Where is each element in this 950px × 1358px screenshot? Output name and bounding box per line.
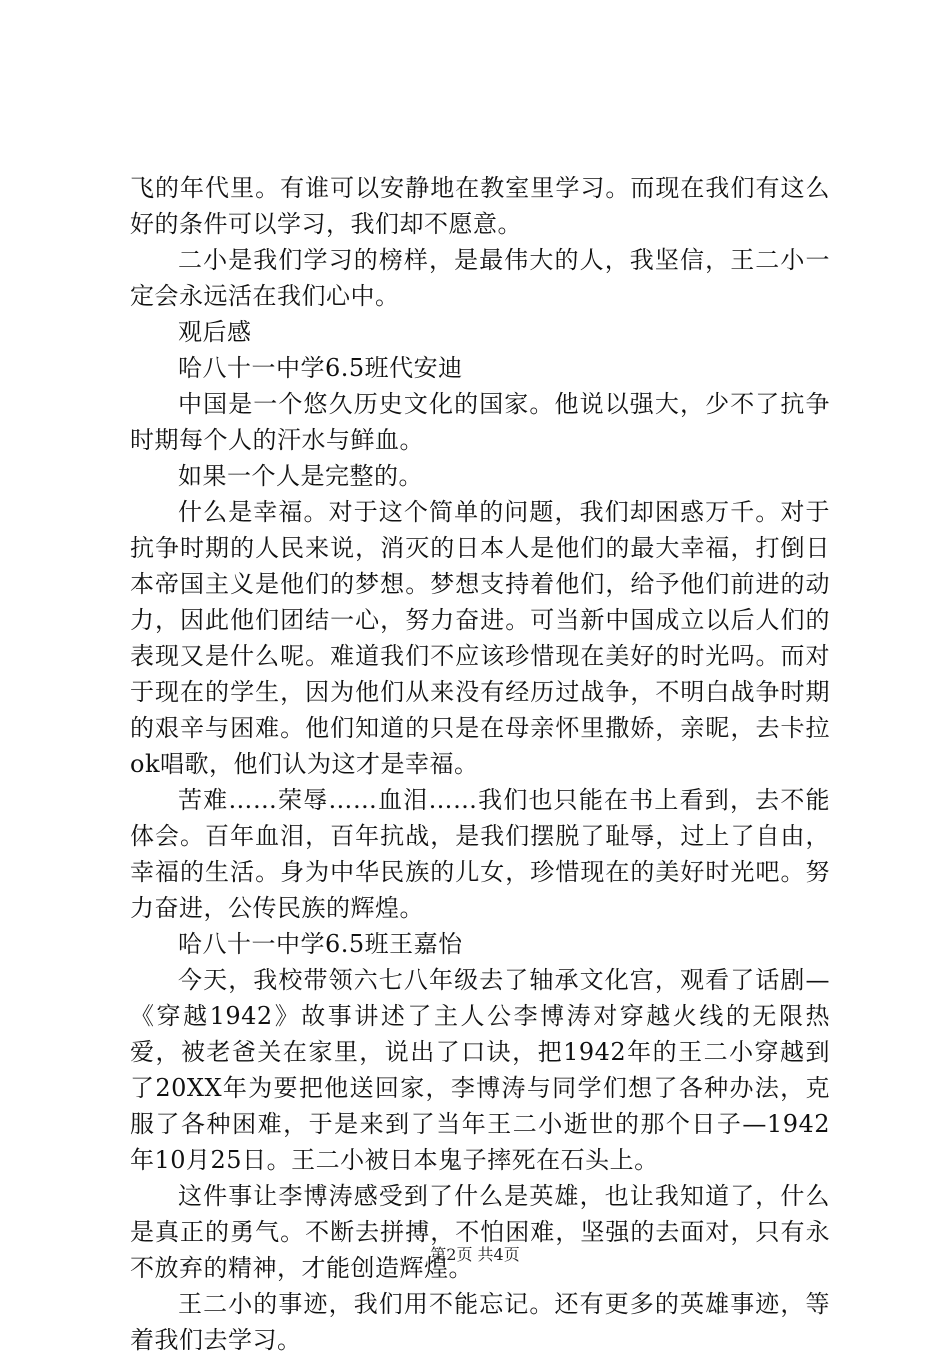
author-line-2: 哈八十一中学6.5班王嘉怡 (178, 930, 463, 958)
paragraph-8: 苦难……荣辱……血泪……我们也只能在书上看到，去不能体会。百年血泪，百年抗战，是我们摆脱了耻辱，过上了自由，幸福的生活。身为中华民族的儿女，珍惜现在的美好时光吧。努力奋进，公传民族的辉煌。 (130, 786, 830, 922)
paragraph-10: 今天，我校带领六七八年级去了轴承文化宫，观看了话剧—《穿越1942》故事讲述了主人公李博涛对穿越火线的无限热爱，被老爸关在家里，说出了口诀，把1942年的王二小穿越到了20XX年为要把他送回家，李博涛与同学们想了各种办法，克服了各种困难，于是来到了当年王二小逝世的那个日子—1942年10月25日。王二小被日本鬼子摔死在石头上。 (130, 966, 830, 1174)
document-body (130, 170, 830, 1358)
paragraph-11: 这件事让李博涛感受到了什么是英雄，也让我知道了，什么是真正的勇气。不断去拼搏，不怕困难，坚强的去面对，只有永不放弃的精神，才能创造辉煌。 (130, 1182, 830, 1282)
paragraph-7: 什么是幸福。对于这个简单的问题，我们却困惑万千。对于抗争时期的人民来说，消灭的日本人是他们的最大幸福，打倒日本帝国主义是他们的梦想。梦想支持着他们，给予他们前进的动力，因此他们团结一心，努力奋进。可当新中国成立以后人们的表现又是什么呢。难道我们不应该珍惜现在美好的时光吗。而对于现在的学生，因为他们从来没有经历过战争，不明白战争时期的艰辛与困难。他们知道的只是在母亲怀里撒娇，亲昵，去卡拉ok唱歌，他们认为这才是幸福。 (130, 498, 830, 778)
paragraph-5: 中国是一个悠久历史文化的国家。他说以强大，少不了抗争时期每个人的汗水与鲜血。 (130, 390, 830, 454)
page-footer: 第2页 共4页 (430, 1245, 520, 1264)
paragraph-6: 如果一个人是完整的。 (178, 462, 423, 490)
paragraph-1: 飞的年代里。有谁可以安静地在教室里学习。而现在我们有这么好的条件可以学习，我们却不愿意。 (130, 174, 830, 238)
paragraph-2: 二小是我们学习的榜样，是最伟大的人，我坚信，王二小一定会永远活在我们心中。 (130, 246, 830, 310)
author-line-1: 哈八十一中学6.5班代安迪 (178, 354, 463, 382)
paragraph-12: 王二小的事迹，我们用不能忘记。还有更多的英雄事迹，等着我们去学习。 (130, 1290, 830, 1354)
essay-title: 观后感 (178, 318, 252, 346)
